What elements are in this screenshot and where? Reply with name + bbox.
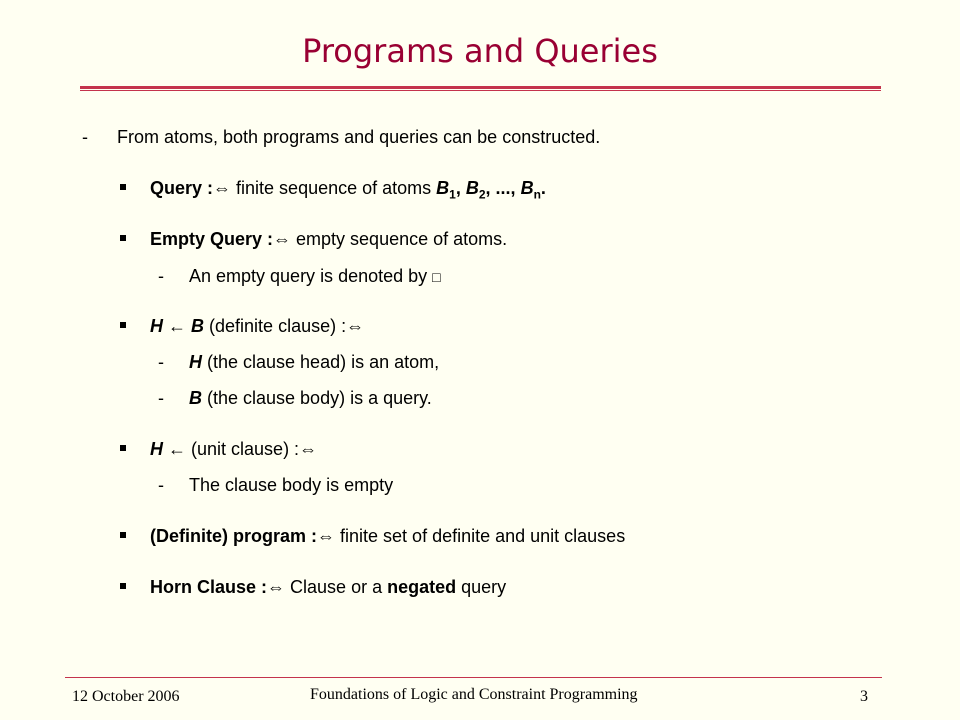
horn-clause-item: Horn Clause :⇔ Clause or a negated query xyxy=(150,577,507,597)
program-item: (Definite) program :⇔ finite set of definite and unit clauses xyxy=(150,526,626,546)
empty-query-text: empty sequence of atoms. xyxy=(291,229,508,249)
definite-clause-item: H ← B (definite clause) :⇔ xyxy=(150,316,365,336)
title-divider xyxy=(80,86,881,89)
unit-sub-dash: - xyxy=(158,475,164,495)
query-text: finite sequence of atoms xyxy=(231,178,437,198)
intro-dash: - xyxy=(82,127,88,147)
footer-date: 12 October 2006 xyxy=(72,688,180,705)
slide-title: Programs and Queries xyxy=(302,32,658,70)
title-divider-thin xyxy=(80,90,881,91)
iff-icon: ⇔ xyxy=(273,229,292,249)
empty-box-icon: □ xyxy=(432,269,441,285)
empty-query-sub: An empty query is denoted by □ xyxy=(189,266,441,286)
definite-sub1-dash: - xyxy=(158,352,164,372)
query-item: Query :⇔ finite sequence of atoms $B_1$, $B_2$, ..., $B_n$. xyxy=(150,178,546,202)
iff-icon: ⇔ xyxy=(317,526,336,546)
footer-course: Foundations of Logic and Constraint Programming xyxy=(310,686,638,703)
bullet-unit-clause xyxy=(120,445,126,451)
definite-sub2-dash: - xyxy=(158,388,164,408)
empty-query-sub-dash: - xyxy=(158,266,164,286)
unit-clause-item: H ← (unit clause) :⇔ xyxy=(150,439,318,459)
empty-query-item xyxy=(150,228,507,250)
intro-text: From atoms, both programs and queries can be constructed. xyxy=(117,127,601,147)
definite-sub2: B (the clause body) is a query. xyxy=(189,388,432,408)
definite-sub1: H (the clause head) is an atom, xyxy=(189,352,440,372)
unit-clause-sub: The clause body is empty xyxy=(189,475,394,495)
bullet-program xyxy=(120,532,126,538)
empty-query-label: Empty Query : xyxy=(150,229,274,249)
footer-divider xyxy=(65,677,882,678)
bullet-horn-clause xyxy=(120,583,126,589)
iff-icon: ⇔ xyxy=(267,577,286,597)
left-arrow-icon: ← xyxy=(168,316,187,336)
left-arrow-icon: ← xyxy=(168,439,187,459)
bullet-empty-query xyxy=(120,235,126,241)
iff-icon: ⇔ xyxy=(213,178,232,198)
iff-icon: ⇔ xyxy=(346,316,365,336)
query-label: Query : xyxy=(150,178,214,198)
iff-icon: ⇔ xyxy=(299,439,318,459)
bullet-query xyxy=(120,184,126,190)
page-number: 3 xyxy=(860,688,868,705)
bullet-definite-clause xyxy=(120,322,126,328)
